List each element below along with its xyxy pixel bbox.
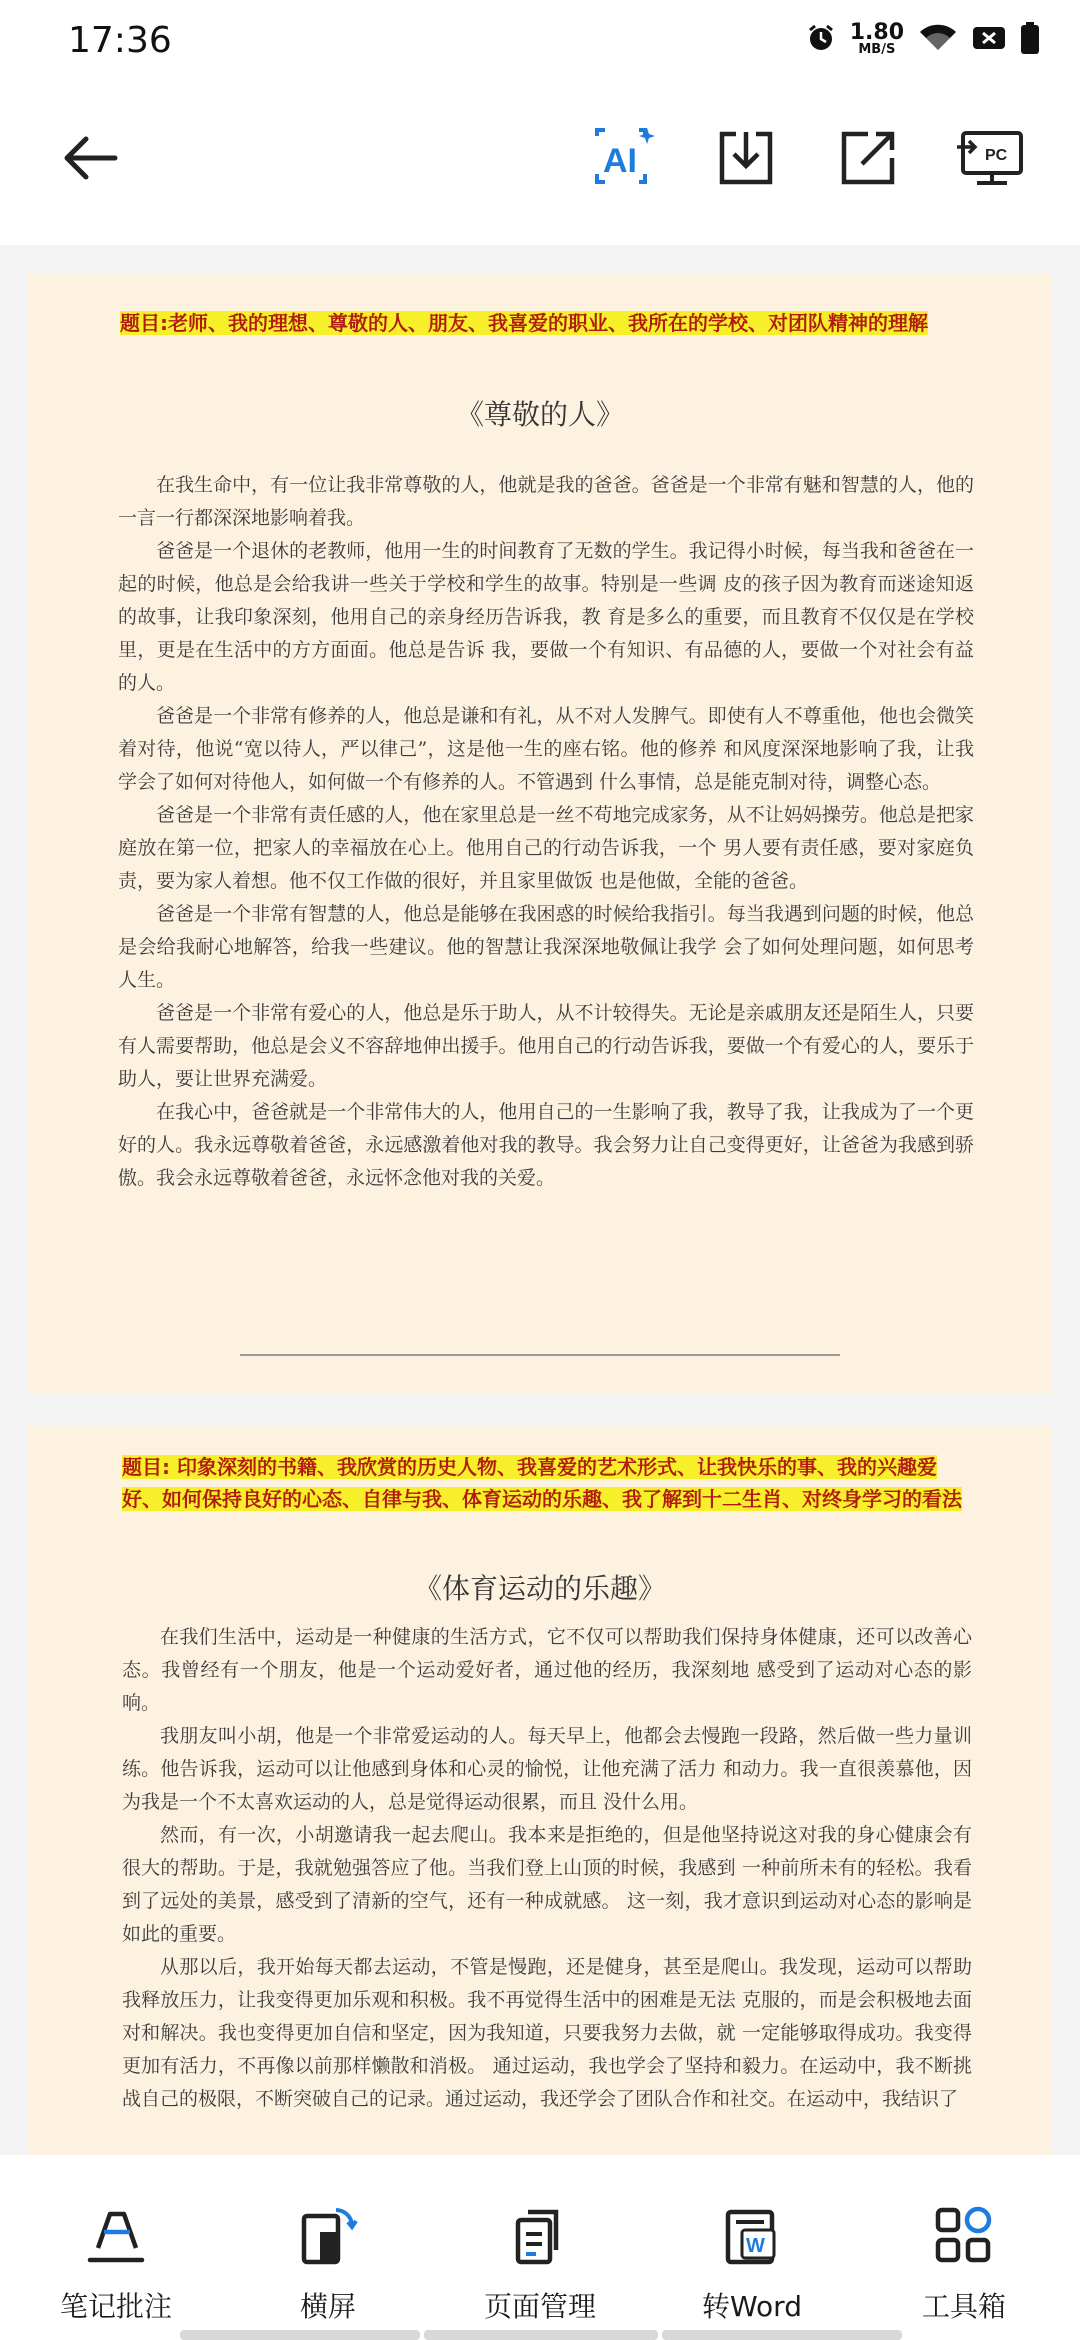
to-word-label: 转Word (702, 2290, 802, 2323)
bottom-toolbar (0, 2155, 1080, 2340)
paragraph: 在我生命中，有一位让我非常尊敬的人，他就是我的爸爸。爸爸是一个非常有魅和智慧的人，他的一言一行都深深地影响着我。 (118, 474, 974, 529)
top-toolbar (0, 80, 1080, 245)
document-viewer[interactable] (0, 245, 1080, 2155)
page-manage-button[interactable] (440, 2155, 640, 2340)
ai-icon (587, 126, 657, 194)
paragraph: 我朋友叫小胡，他是一个非常爱运动的人。每天早上，他都会去慢跑一段路，然后做一些力量训练。他告诉我，运动可以让他感到身体和心灵的愉悦，让他充满了活力 和动力。我一直很羡慕他，因为我是一个不太喜欢运动的人，总是觉得运动很累，而且 没什么用。 (122, 1725, 972, 1813)
paragraph: 爸爸是一个非常有智慧的人，他总是能够在我困惑的时候给我指引。每当我遇到问题的时候，他总是会给我耐心地解答，给我一些建议。他的智慧让我深深地敬佩让我学 会了如何处理问题，如何思考人生。 (118, 903, 974, 991)
wifi-icon (918, 23, 958, 57)
network-speed (849, 20, 904, 58)
page2-title: 《体育运动的乐趣》 (413, 1572, 666, 1605)
paragraph: 爸爸是一个退休的老教师，他用一生的时间教育了无数的学生。我记得小时候，每当我和爸爸在一起的时候，他总是会给我讲一些关于学校和学生的故事。特别是一些调 皮的孩子因为教育而迷途知返的故事，让我印象深刻，他用自己的亲身经历告诉我，教 育是多么的重要，而且教育不仅仅是在学校里，更是在生活中的方方面面。他总是告诉 我，要做一个有知识、有品德的人，要做一个对社会有益的人。 (118, 540, 974, 694)
svg-text:W: W (746, 2235, 765, 2257)
pen-annotate-icon (81, 2201, 151, 2271)
pc-icon (955, 127, 1025, 193)
page-manage-label: 页面管理 (483, 2290, 596, 2323)
network-speed-unit: MB/S (858, 42, 896, 58)
back-arrow-icon (60, 133, 120, 187)
annotate-button[interactable] (16, 2155, 216, 2340)
status-icons (806, 21, 1040, 59)
sim-off-icon (972, 23, 1006, 57)
home-indicator-segment (662, 2330, 902, 2340)
battery-icon (1020, 21, 1040, 59)
document-page-1 (28, 273, 1052, 1393)
annotate-label: 笔记批注 (59, 2290, 172, 2323)
download-icon (716, 128, 776, 192)
download-button[interactable] (706, 120, 786, 200)
paragraph: 从那以后，我开始每天都去运动，不管是慢跑，还是健身，甚至是爬山。我发现，运动可以帮助我释放压力，让我变得更加乐观和积极。我不再觉得生活中的困难是无法 克服的，而是会积极地去面对和解决。我也变得更加自信和坚定，因为我知道，只要我努力去做，就 一定能够取得成功。我变得更加有活力，不再像以前那样懒散和消极。 通过运动，我也学会了坚持和毅力。在运动中，我不断挑战自己的极限，不断突破自己的记录。通过运动，我还学会了团队合作和社交。在运动中，我结识了 (122, 1956, 972, 2110)
rotate-screen-icon (293, 2201, 363, 2271)
page2-body (122, 1621, 972, 2116)
page1-title: 《尊敬的人》 (455, 398, 624, 431)
svg-text:AI: AI (603, 142, 637, 180)
word-convert-icon (717, 2201, 787, 2271)
paragraph: 在我心中，爸爸就是一个非常伟大的人，他用自己的一生影响了我，教导了我，让我成为了一个更好的人。我永远尊敬着爸爸，永远感激着他对我的教导。我会努力让自己变得更好，让爸爸为我感到骄傲。我会永远尊敬着爸爸，永远怀念他对我的关爱。 (118, 1101, 974, 1189)
toolbox-button[interactable] (864, 2155, 1064, 2340)
toolbox-label: 工具箱 (921, 2290, 1006, 2323)
landscape-label: 横屏 (299, 2290, 356, 2323)
page1-body (118, 469, 974, 1195)
svg-text:PC: PC (985, 147, 1008, 164)
back-button[interactable] (50, 120, 130, 200)
status-bar (0, 0, 1080, 80)
paragraph: 爸爸是一个非常有修养的人，他总是谦和有礼，从不对人发脾气。即使有人不尊重他，他也会微笑着对待，他说“宽以待人，严以律己”，这是他一生的座右铭。他的修养 和风度深深地影响了我，让我学会了如何对待他人，如何做一个有修养的人。不管遇到 什么事情，总是能克制对待，调整心态。 (118, 705, 974, 793)
paragraph: 然而，有一次，小胡邀请我一起去爬山。我本来是拒绝的，但是他坚持说这对我的身心健康会有很大的帮助。于是，我就勉强答应了他。当我们登上山顶的时候，我感到 一种前所未有的轻松。我看到了远处的美景，感受到了清新的空气，还有一种成就感。 这一刻，我才意识到运动对心态的影响是如此的重要。 (122, 1824, 972, 1945)
paragraph: 在我们生活中，运动是一种健康的生活方式，它不仅可以帮助我们保持身体健康，还可以改善心态。我曾经有一个朋友，他是一个运动爱好者，通过他的经历，我深刻地 感受到了运动对心态的影响。 (122, 1626, 972, 1714)
paragraph: 爸爸是一个非常有爱心的人，他总是乐于助人，从不计较得失。无论是亲戚朋友还是陌生人，只要有人需要帮助，他总是会义不容辞地伸出援手。他用自己的行动告诉我，要做一个有爱心的人，要乐于助人，要让世界充满爱。 (118, 1002, 974, 1090)
landscape-button[interactable] (228, 2155, 428, 2340)
ai-button[interactable] (582, 120, 662, 200)
page1-topic: 题目:老师、我的理想、尊敬的人、朋友、我喜爱的职业、我所在的学校、对团队精神的理解 (120, 311, 928, 335)
share-icon (838, 128, 898, 192)
network-speed-value: 1.80 (849, 20, 904, 46)
alarm-icon (806, 23, 836, 57)
status-time: 17:36 (68, 19, 172, 61)
paragraph: 爸爸是一个非常有责任感的人，他在家里总是一丝不苟地完成家务，从不让妈妈操劳。他总是把家庭放在第一位，把家人的幸福放在心上。他用自己的行动告诉我，一个 男人要有责任感，要对家庭负责，要为家人着想。他不仅工作做的很好，并且家里做饭 也是他做，全能的爸爸。 (118, 804, 974, 892)
home-indicator-segment (180, 2330, 420, 2340)
pc-button[interactable] (950, 120, 1030, 200)
page1-divider (240, 1354, 840, 1356)
share-button[interactable] (828, 120, 908, 200)
pages-icon (505, 2201, 575, 2271)
home-indicator-segment (424, 2330, 658, 2340)
to-word-button[interactable] (652, 2155, 852, 2340)
document-page-2 (28, 1425, 1052, 2155)
toolbox-icon (929, 2201, 999, 2271)
page2-topic: 题目: 印象深刻的书籍、我欣赏的历史人物、我喜爱的艺术形式、让我快乐的事、我的兴趣爱好、如何保持良好的心态、自律与我、体育运动的乐趣、我了解到十二生肖、对终身学习的看法 (122, 1455, 962, 1511)
